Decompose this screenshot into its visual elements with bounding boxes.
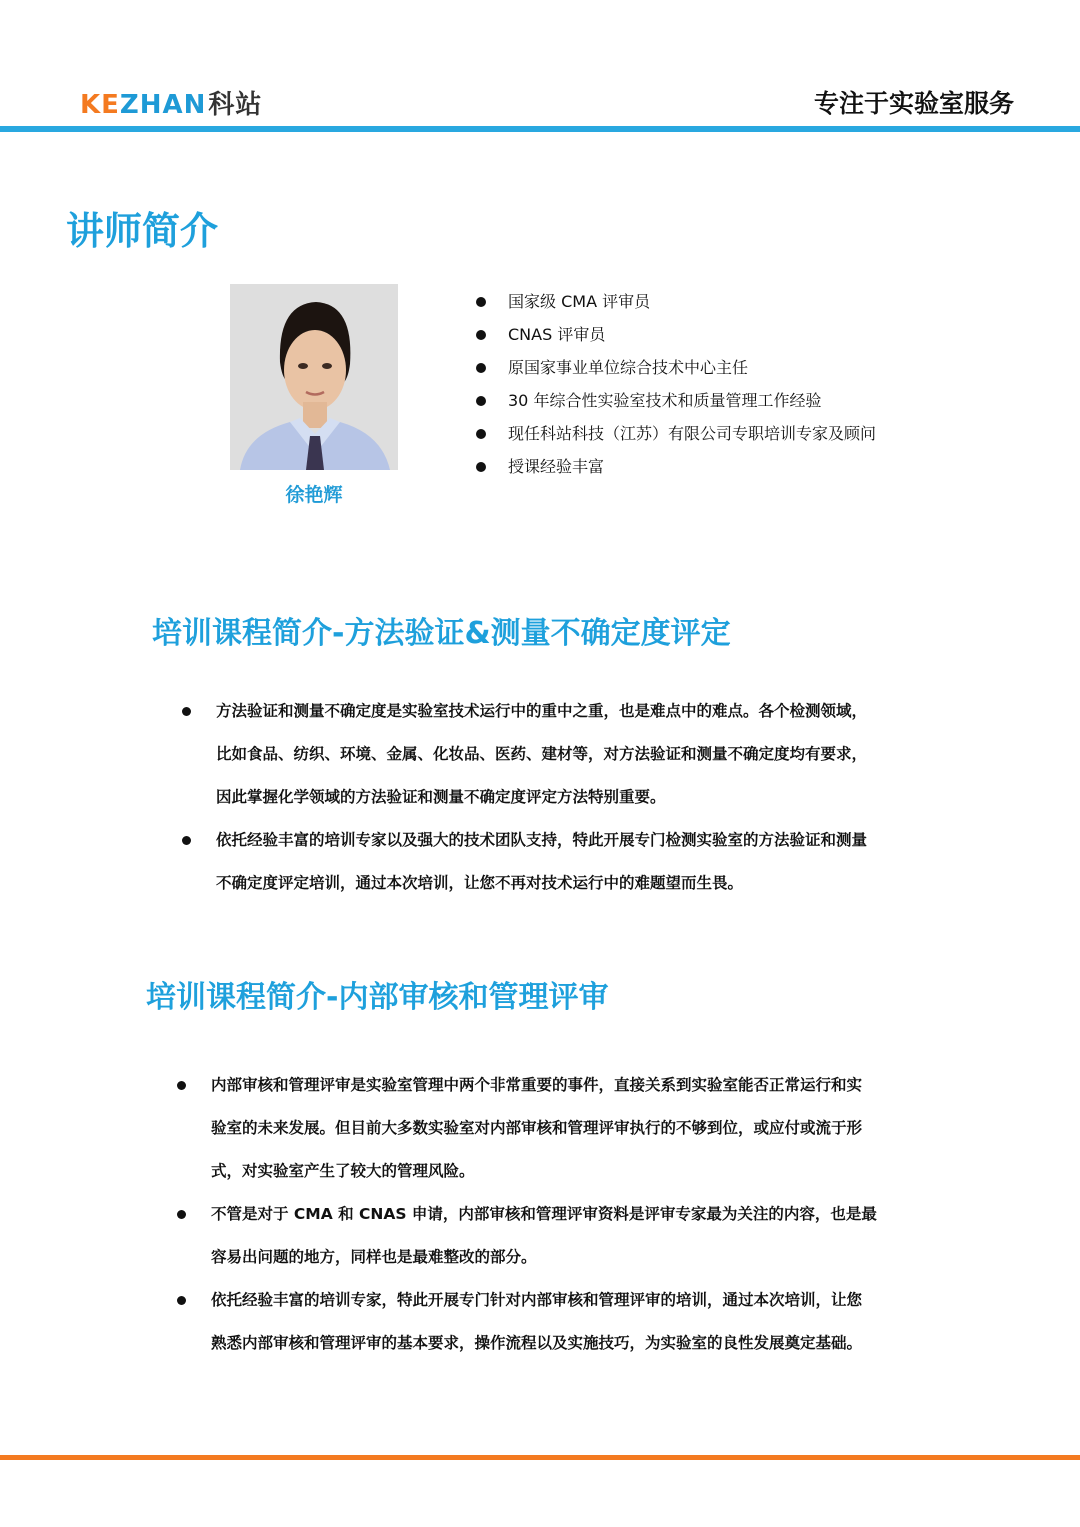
course2-point: 依托经验丰富的培训专家，特此开展专门针对内部审核和管理评审的培训，通过本次培训，让您熟悉内部审核和管理评审的基本要求，操作流程以及实施技巧，为实验室的良性发展奠定基础。	[177, 1279, 877, 1365]
course2-points	[177, 1064, 877, 1365]
bio-item: 授课经验丰富	[476, 453, 876, 486]
kezhan-logo	[80, 84, 262, 121]
page-header	[0, 0, 1080, 135]
course1-point: 方法验证和测量不确定度是实验室技术运行中的重中之重，也是难点中的难点。各个检测领域，比如食品、纺织、环境、金属、化妆品、医药、建材等，对方法验证和测量不确定度均有要求，因此掌握化学领域的方法验证和测量不确定度评定方法特别重要。	[182, 690, 882, 819]
bio-item: CNAS 评审员	[476, 321, 876, 354]
bio-item: 原国家事业单位综合技术中心主任	[476, 354, 876, 387]
logo-text-ke: KE	[80, 90, 120, 120]
bio-item: 国家级 CMA 评审员	[476, 288, 876, 321]
course2-title: 培训课程简介-内部审核和管理评审	[146, 980, 609, 1015]
course2-point: 内部审核和管理评审是实验室管理中两个非常重要的事件，直接关系到实验室能否正常运行和实验室的未来发展。但目前大多数实验室对内部审核和管理评审执行的不够到位，或应付或流于形式，对实验室产生了较大的管理风险。	[177, 1064, 877, 1193]
bio-item: 现任科站科技（江苏）有限公司专职培训专家及顾问	[476, 420, 876, 453]
footer-divider	[0, 1455, 1080, 1460]
lecturer-bio-list	[476, 288, 876, 486]
lecturer-section-title: 讲师简介	[66, 209, 219, 253]
header-slogan: 专注于实验室服务	[813, 89, 1014, 118]
course1-title: 培训课程简介-方法验证&测量不确定度评定	[152, 616, 731, 651]
course1-points	[182, 690, 882, 905]
lecturer-photo	[230, 284, 398, 470]
header-divider	[0, 126, 1080, 132]
logo-text-chinese: 科站	[208, 90, 263, 120]
bio-item: 30 年综合性实验室技术和质量管理工作经验	[476, 387, 876, 420]
lecturer-name: 徐艳辉	[285, 484, 343, 506]
course1-point: 依托经验丰富的培训专家以及强大的技术团队支持，特此开展专门检测实验室的方法验证和测量不确定度评定培训，通过本次培训，让您不再对技术运行中的难题望而生畏。	[182, 819, 882, 905]
logo-text-zhan: ZHAN	[119, 90, 207, 120]
course2-point: 不管是对于 CMA 和 CNAS 申请，内部审核和管理评审资料是评审专家最为关注的内容，也是最容易出问题的地方，同样也是最难整改的部分。	[177, 1193, 877, 1279]
